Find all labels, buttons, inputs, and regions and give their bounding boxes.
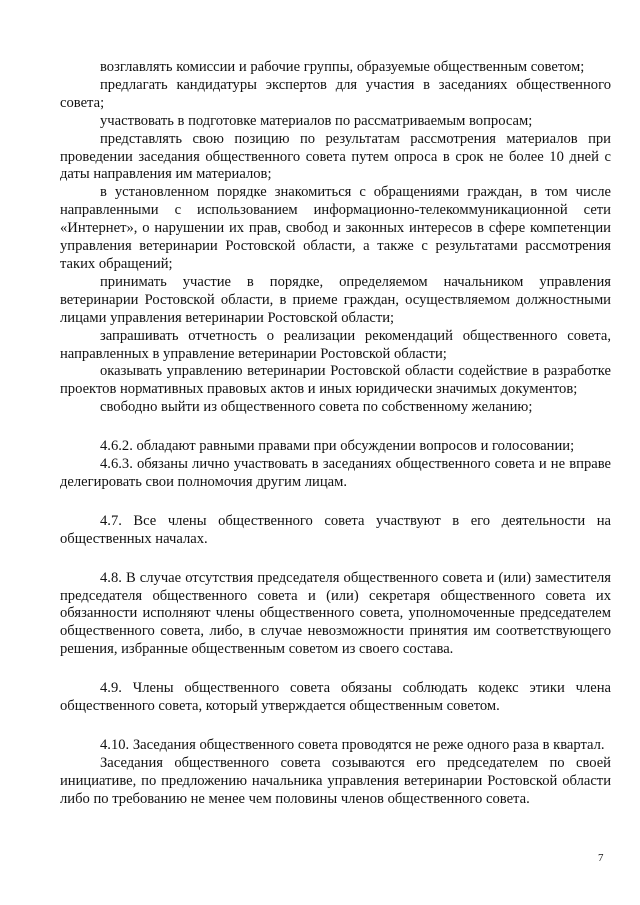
paragraph-head-commissions: возглавлять комиссии и рабочие группы, образуемые общественным советом; (100, 59, 585, 75)
section-gap (60, 716, 611, 737)
paragraph-leave-council: свободно выйти из общественного совета по собственному желанию; (100, 399, 533, 416)
paragraph-4-10: 4.10. Заседания общественного совета проводятся не реже одного раза в квартал. (100, 737, 605, 753)
paragraph-4-6-3: 4.6.3. обязаны лично участвовать в заседаниях общественного совета и не вправе делегировать свои полномочия другим лицам. (60, 456, 611, 490)
section-gap (60, 549, 611, 570)
section-gap (60, 659, 611, 680)
paragraph-assist-drafting: оказывать управлению ветеринарии Ростовской области содействие в разработке проектов нормативных правовых актов и иных юридически значимых документов; (60, 363, 611, 398)
paragraph-prepare-materials: участвовать в подготовке материалов по рассматриваемым вопросам; (100, 112, 533, 129)
document-body (60, 59, 611, 809)
paragraph-4-6-2: 4.6.2. обладают равными правами при обсуждении вопросов и голосовании; (100, 438, 575, 455)
paragraph-4-9: 4.9. Члены общественного совета обязаны соблюдать кодекс этики члена общественного совета, который утверждается общественным советом. (60, 680, 611, 715)
paragraph-propose-experts: предлагать кандидатуры экспертов для участия в заседаниях общественного совета; (60, 76, 611, 111)
paragraph-citizen-appeals: в установленном порядке знакомиться с обращениями граждан, в том числе направленными с использованием информационно-телекоммуникационной сети «Интернет», о нарушении их прав, свобод и законных интересов в сфере компетенции управления ветеринарии Ростовской области, а также с результатами рассмотрения таких обращений; (60, 184, 611, 272)
paragraph-present-position: представлять свою позицию по результатам рассмотрения материалов при проведении заседания общественного совета путем опроса в срок не более 10 дней с даты направления им материалов; (60, 130, 611, 183)
paragraph-4-8: 4.8. В случае отсутствия председателя общественного совета и (или) заместителя председателя общественного совета и (или) секретаря общественного совета их обязанности исполняют члены общественного совета, уполномоченные председателем общественного совета, либо, в случае невозможности принятия им соответствующего решения, избранные общественным советом из своего состава. (60, 569, 611, 658)
page-number: 7 (598, 852, 604, 864)
paragraph-meetings-convened: Заседания общественного совета созываются его председателем по своей инициативе, по предложению начальника управления ветеринарии Ростовской области либо по требованию не менее чем половины членов общественного совета. (60, 754, 611, 807)
section-gap (60, 492, 611, 513)
section-gap (60, 417, 611, 438)
paragraph-citizen-reception: принимать участие в порядке, определяемом начальником управления ветеринарии Ростовской области, в приеме граждан, осуществляемом должностными лицами управления ветеринарии Ростовской области; (60, 273, 611, 326)
paragraph-4-7: 4.7. Все члены общественного совета участвуют в его деятельности на общественных началах. (60, 512, 611, 547)
paragraph-request-reports: запрашивать отчетность о реализации рекомендаций общественного совета, направленных в управление ветеринарии Ростовской области; (60, 327, 611, 362)
